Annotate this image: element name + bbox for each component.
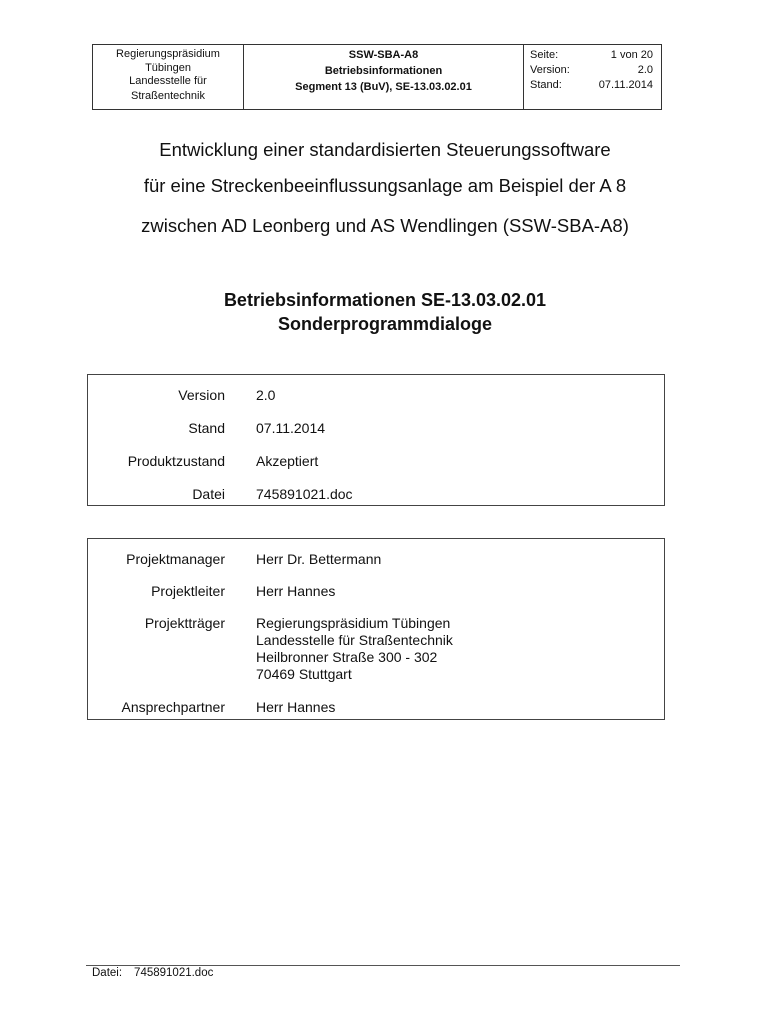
subtitle-line: Sonderprogrammdialoge: [277, 314, 493, 334]
info-label: Datei: [192, 486, 225, 502]
project-label: Ansprechpartner: [121, 699, 225, 715]
footer-divider: [86, 965, 680, 966]
project-label: Projektträger: [144, 615, 225, 631]
footer-label: Datei:: [92, 967, 123, 979]
project-value: Herr Dr. Bettermann: [256, 551, 382, 567]
info-label: Version: [178, 387, 225, 403]
org-line: Regierungspräsidium: [116, 48, 220, 60]
info-value: 745891021.doc: [256, 486, 353, 502]
project-info-table: [87, 538, 665, 720]
project-label: Projektleiter: [151, 583, 225, 599]
info-row-status: [88, 453, 664, 470]
address-line: Landesstelle für Straßentechnik: [256, 632, 453, 648]
page-footer: [92, 967, 213, 979]
info-label: Produktzustand: [127, 453, 225, 469]
info-value: Akzeptiert: [256, 453, 319, 469]
subtitle: [0, 288, 770, 336]
meta-version: [530, 63, 653, 78]
project-value: [256, 615, 453, 683]
document-info-table: [87, 374, 665, 506]
meta-date: [530, 78, 653, 93]
org-line: Tübingen: [145, 61, 191, 74]
org-line: Straßentechnik: [131, 89, 205, 102]
doc-code: SSW-SBA-A8: [348, 49, 419, 61]
meta-label: Version:: [530, 64, 570, 76]
org-line: Landesstelle für: [129, 75, 207, 87]
header-meta: [524, 45, 661, 109]
title-line-1: Entwicklung einer standardisierten Steuerungssoftware: [159, 139, 611, 160]
project-row-manager: [88, 551, 664, 568]
project-label: Projektmanager: [126, 551, 225, 567]
project-row-contact: [88, 699, 664, 716]
title-line-2: für eine Streckenbeeinflussungsanlage am Beispiel der A 8: [143, 175, 627, 196]
meta-label: Stand:: [530, 79, 562, 91]
info-value: 07.11.2014: [256, 420, 326, 436]
doc-segment: Segment 13 (BuV), SE-13.03.02.01: [295, 81, 472, 93]
address-line: 70469 Stuttgart: [256, 666, 352, 682]
meta-page: [530, 48, 653, 63]
meta-value: 07.11.2014: [598, 79, 653, 91]
project-value: Herr Hannes: [256, 699, 336, 715]
title-line-3: zwischen AD Leonberg und AS Wendlingen (SSW-SBA-A8): [141, 215, 629, 236]
meta-value: 2.0: [637, 64, 653, 76]
subtitle-line: Betriebsinformationen SE-13.03.02.01: [223, 290, 547, 310]
info-label: Stand: [188, 420, 225, 436]
meta-label: Seite:: [530, 49, 559, 61]
project-row-sponsor: [88, 615, 664, 683]
info-value: 2.0: [256, 387, 276, 403]
address-line: Regierungspräsidium Tübingen: [256, 615, 451, 631]
page-header: [92, 44, 662, 110]
info-row-version: [88, 387, 664, 404]
doc-type: Betriebsinformationen: [324, 65, 443, 77]
header-organization: [93, 45, 244, 109]
info-row-file: [88, 486, 664, 503]
project-value: Herr Hannes: [256, 583, 336, 599]
meta-value: 1 von 20: [610, 49, 653, 61]
project-row-leader: [88, 583, 664, 600]
address-line: Heilbronner Straße 300 - 302: [256, 649, 438, 665]
info-row-date: [88, 420, 664, 437]
footer-filename: 745891021.doc: [134, 967, 214, 979]
header-document: [244, 45, 524, 109]
